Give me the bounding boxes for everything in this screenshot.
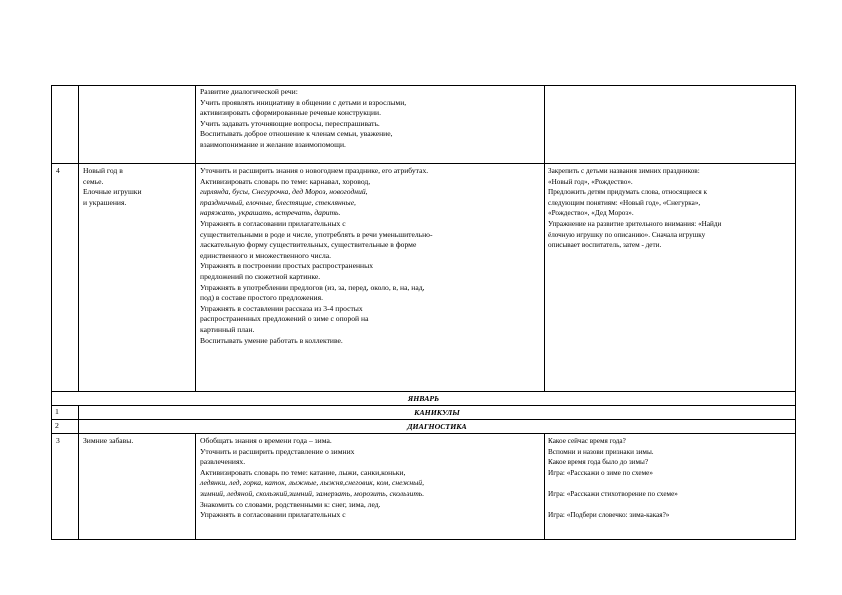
month-label: ЯНВАРЬ — [407, 394, 440, 403]
content-line: Упражнять в построении простых распространенных — [200, 261, 374, 271]
row-number: 1 — [55, 407, 59, 416]
content-line: Упражнять в согласовании прилагательных с — [200, 510, 346, 520]
content-line: картинный план. — [200, 324, 255, 334]
row-number: 2 — [55, 421, 59, 430]
content-line: активизировать сформированные речевые конструкции. — [200, 108, 382, 118]
content-line: Уточнить и расширить знания о новогоднем празднике, его атрибутах. — [200, 166, 429, 175]
content-line: Знакомить со словами, родственными к: снег, зима, лед. — [200, 499, 381, 509]
content-line: ласкательную форму существительных, существительные в форме — [200, 240, 417, 250]
content-cell — [196, 434, 545, 539]
content-line: предложений по сюжетной картинке. — [200, 271, 321, 281]
topic-line: семье. — [83, 176, 104, 186]
table-row-3 — [51, 434, 796, 540]
activity-line: Какое сейчас время года? — [548, 437, 626, 445]
topic-line: Новый год в — [83, 166, 123, 175]
content-line: развлечениях. — [200, 457, 246, 467]
number-cell — [52, 420, 79, 433]
table-row-continuation — [51, 85, 796, 164]
activity-line: Игра: «Подбери словечко: зима-какая?» — [548, 511, 670, 520]
activity-line: «Новый год», «Рождество». — [548, 177, 633, 186]
topic-line: Зимние забавы. — [83, 436, 134, 445]
content-line: Уточнить и расширить представление о зимних — [200, 446, 355, 456]
activity-line — [545, 478, 795, 489]
row-number: 3 — [56, 436, 60, 445]
content-line: взаимопонимание и желание взаимопомощи. — [200, 139, 346, 149]
content-line: Учить задавать уточняющие вопросы, переспрашивать. — [200, 118, 380, 128]
number-cell — [52, 86, 79, 163]
activity-line: Предложить детям придумать слова, относящиеся к — [548, 188, 708, 197]
activity-line: описывает воспитатель, затем - дети. — [548, 241, 662, 250]
content-line: Обобщать знания о времени года – зима. — [200, 436, 332, 445]
activity-line — [545, 500, 795, 511]
topic-cell — [79, 164, 196, 391]
row-number: 4 — [56, 166, 60, 175]
activity-line: Какое время года было до зимы? — [548, 458, 649, 467]
activity-line: Закрепить с детьми названия зимних праздников: — [548, 167, 700, 175]
topic-line: Елочные игрушки — [83, 187, 142, 197]
activities-cell — [545, 434, 795, 539]
row-label: КАНИКУЛЫ — [414, 408, 460, 417]
content-line: Активизировать словарь по теме: катание, лыжи, санки,коньки, — [200, 467, 406, 477]
row-label: ДИАГНОСТИКА — [407, 422, 467, 431]
content-line: Упражнять в согласовании прилагательных с — [200, 218, 346, 228]
topic-cell — [79, 434, 196, 539]
activity-line: Упражнение на развитие зрительного внимания: «Найди — [548, 219, 722, 228]
content-line: праздничный, елочные, блестящие, стеклянные, — [200, 197, 356, 207]
activity-line: Игра: «Расскажи стихотворение по схеме» — [548, 489, 678, 498]
content-line: Активизировать словарь по теме: карнавал, хоровод, — [200, 176, 371, 186]
activities-cell — [545, 86, 795, 163]
content-line: Воспитывать умение работать в коллективе. — [200, 335, 343, 345]
content-line: распространенных предложений о зиме с опорой на — [200, 314, 369, 324]
content-line: Воспитывать доброе отношение к членам семьи, уважение, — [200, 129, 393, 139]
activity-line: Игра: «Расскажи о зиме по схеме» — [548, 468, 653, 477]
content-line: под) в составе простого предложения. — [200, 293, 324, 303]
topic-line: и украшения. — [83, 197, 127, 207]
number-cell — [52, 406, 79, 419]
content-line: Упражнять в составлении рассказа из 3-4 простых — [200, 303, 363, 313]
content-line: зимний, ледяной, скользкий,зимний, замерзать, морозить, скользить. — [200, 488, 425, 498]
content-line: Упражнять в употреблении предлогов (из, за, перед, около, в, на, над, — [200, 282, 425, 292]
content-cell — [196, 86, 545, 163]
month-row — [51, 392, 796, 406]
activity-line: Вспомни и назови признаки зимы. — [548, 447, 654, 456]
content-line: Учить проявлять инициативу в общении с детьми и взрослыми, — [200, 97, 407, 107]
content-line: Развитие диалогической речи: — [200, 87, 298, 96]
activities-cell — [545, 164, 795, 391]
content-line: наряжать, украшать, встречать, дарить. — [200, 208, 341, 218]
table-row-2 — [51, 420, 796, 434]
activity-line: ёлочную игрушку по описанию». Сначала игрушку — [548, 230, 706, 239]
number-cell — [52, 164, 79, 391]
topic-cell — [79, 86, 196, 163]
activity-line: следующим понятиям: «Новый год», «Снегурка», — [548, 198, 701, 207]
activity-line: «Рождество», «Дед Мороз». — [548, 209, 634, 218]
table-row-4 — [51, 164, 796, 392]
number-cell — [52, 434, 79, 539]
content-line: существительными в роде и числе, употреблять в речи уменьшительно- — [200, 229, 433, 239]
table-row-1 — [51, 406, 796, 420]
content-line: гирлянда, бусы, Снегурочка, дед Мороз, новогодний, — [200, 187, 368, 197]
content-line: ледянки, лед, горка, каток, лыжные, лыжня,снеговик, ком, снежный, — [200, 478, 425, 488]
content-line: единственного и множественного числа. — [200, 250, 332, 260]
content-cell — [196, 164, 545, 391]
